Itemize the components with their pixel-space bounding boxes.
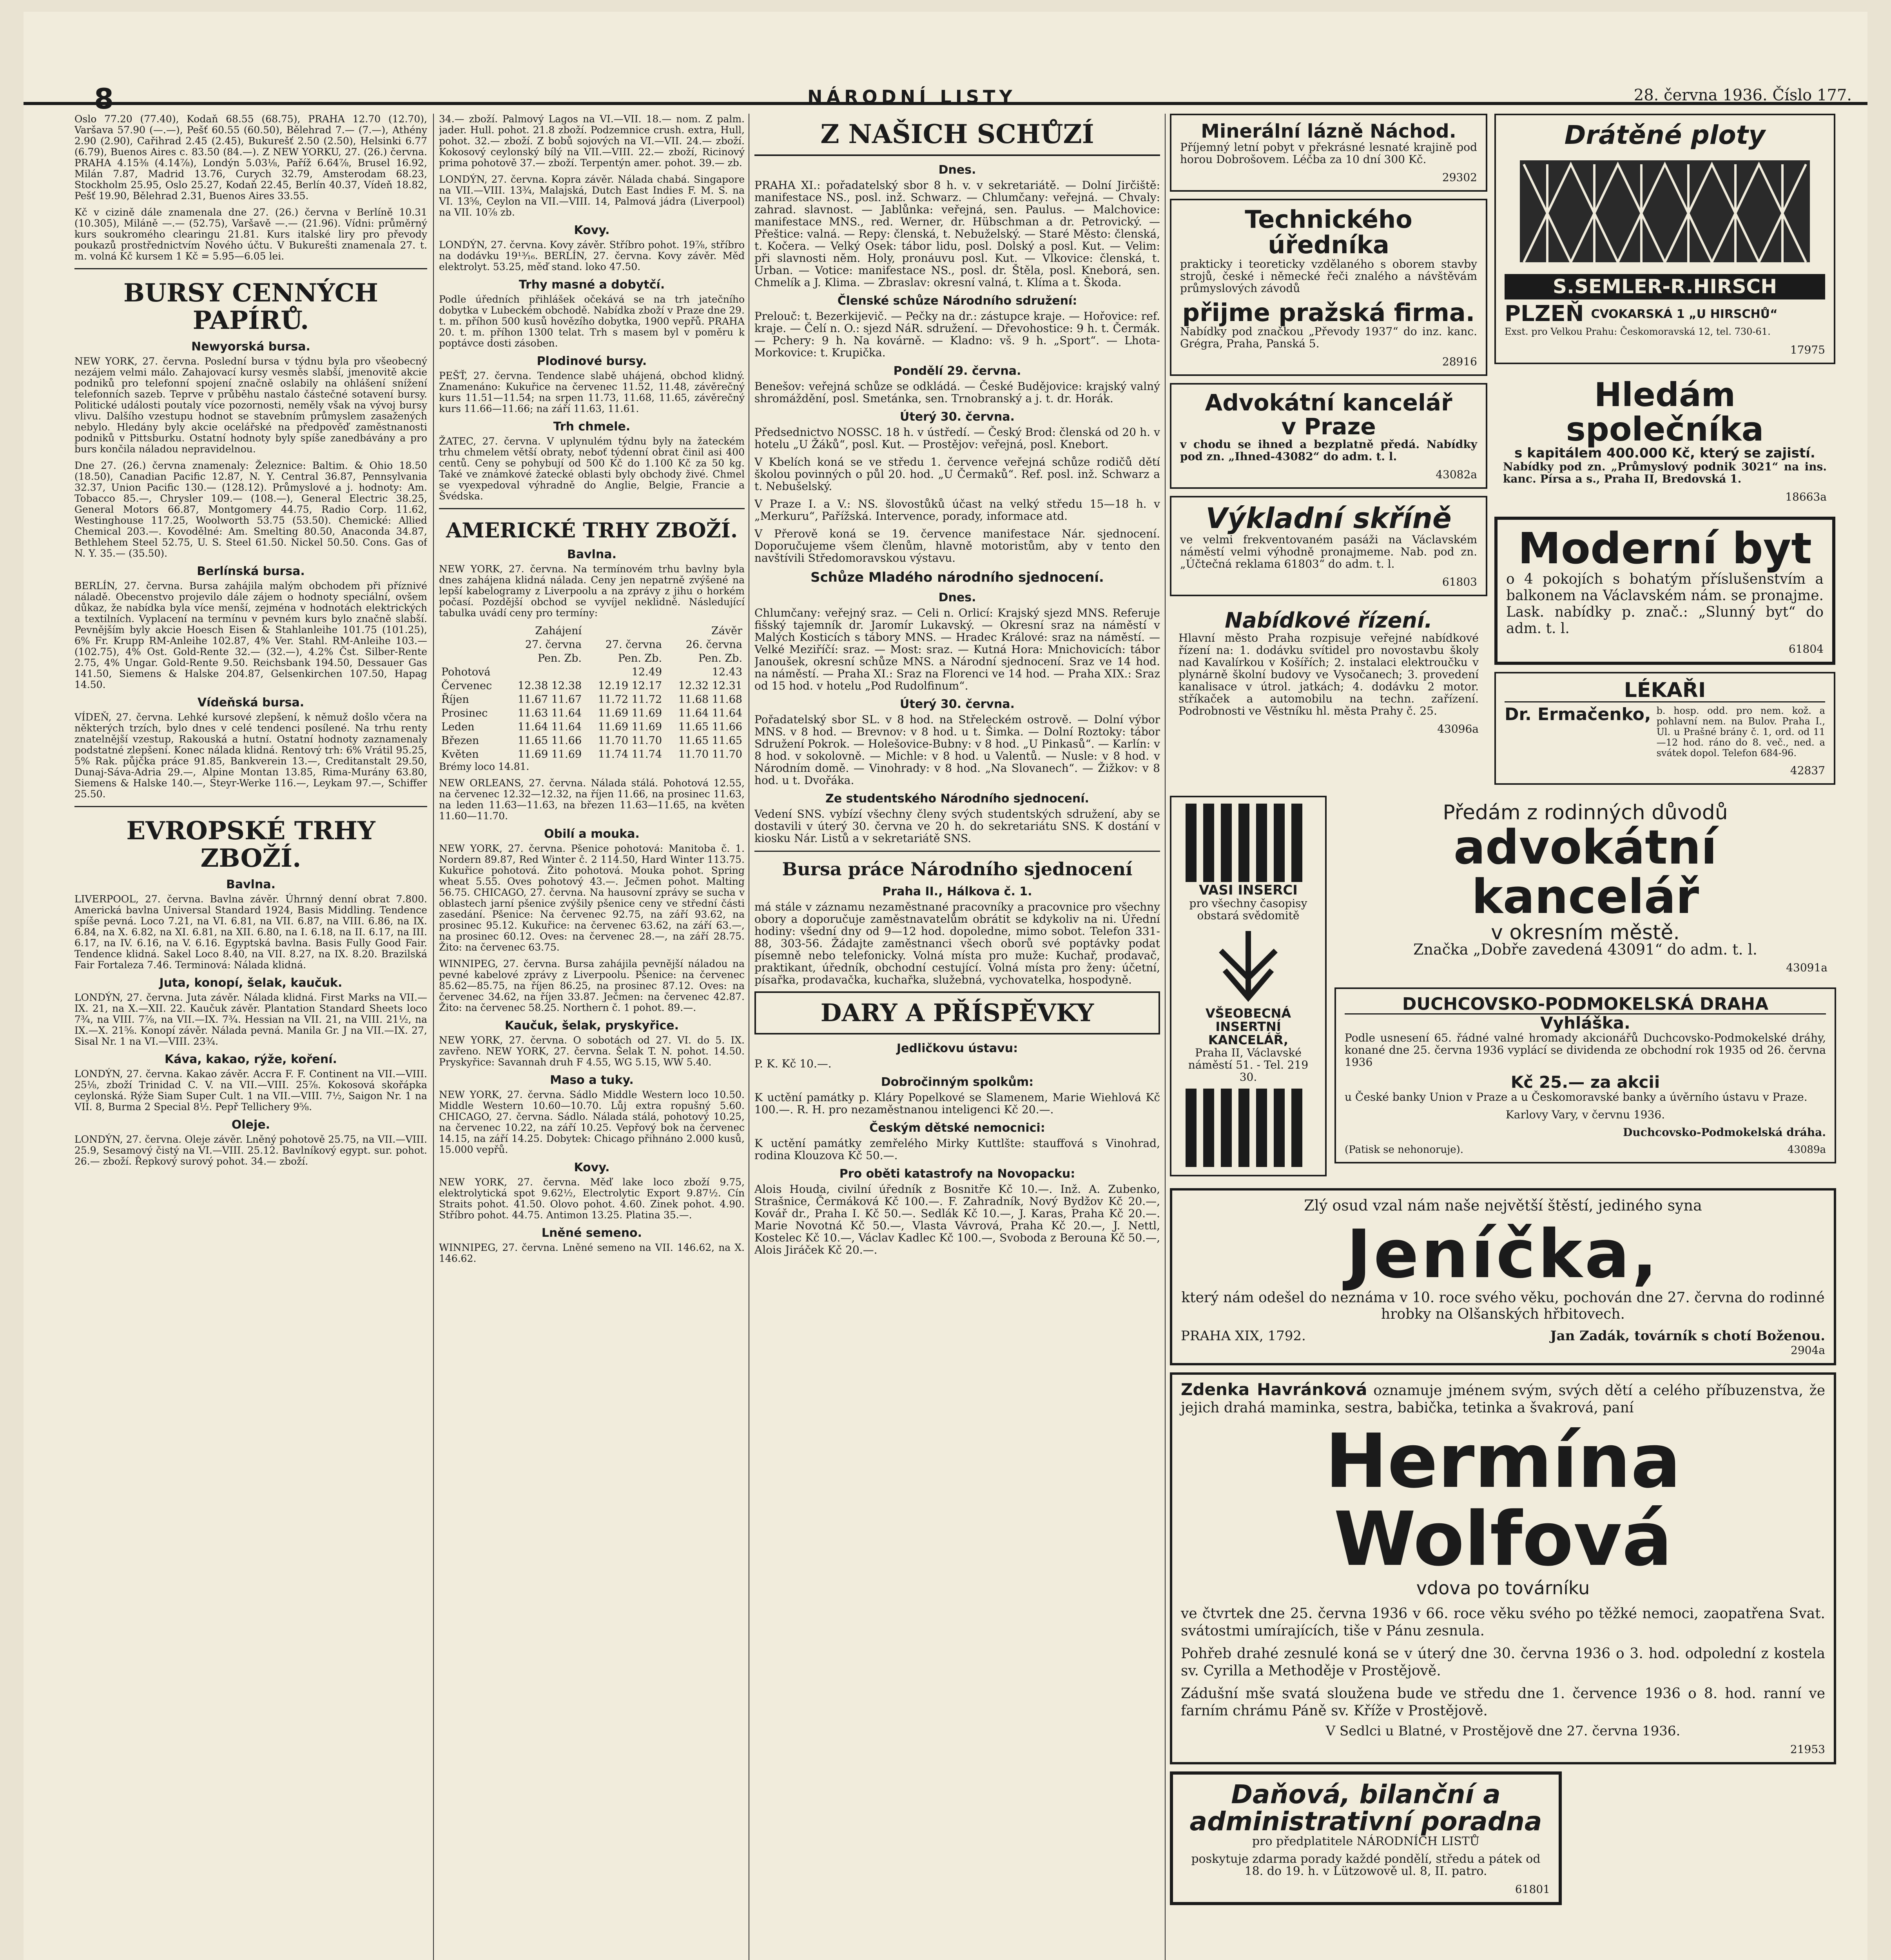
ad-signature: Duchcovsko-Podmokelská dráha. bbox=[1623, 1126, 1826, 1139]
table-header-row bbox=[439, 652, 745, 665]
ad-tax-advisory bbox=[1170, 1771, 1562, 1905]
table-cell: 11.65 11.66 bbox=[678, 721, 742, 733]
ads-middle-row bbox=[1170, 796, 1836, 1183]
ad-shop-windows bbox=[1170, 496, 1487, 596]
subheading: Kovy. bbox=[574, 1161, 610, 1174]
cotton-price-table bbox=[439, 624, 745, 761]
ad-title: Předám z rodinných důvodů bbox=[1443, 800, 1728, 824]
table-cell: 11.64 11.64 bbox=[678, 707, 742, 719]
subheading: Trhy masné a dobytčí. bbox=[519, 278, 665, 292]
table-row bbox=[439, 679, 745, 693]
subheading: Kovy. bbox=[574, 223, 610, 237]
ad-section-label: LÉKAŘI bbox=[1505, 680, 1825, 702]
column-divider bbox=[433, 114, 434, 1960]
table-header: Pen. Zb. bbox=[698, 652, 742, 664]
table-cell: 11.70 11.70 bbox=[678, 748, 742, 760]
subheading: Úterý 30. června. bbox=[900, 410, 1015, 424]
article-text: Alois Houda, civilní úředník z Bosnitře Kč 10.—. Inž. A. Zubenko, Strašnice, Čermáková Kč 100.—. F. Zahradník, Nový Bydžov Kč 20.—, Kovář dr., Praha I. Kč 50.—. Sedlák Kč 10.—, J. Karas, Praha Kč 20.—. Marie Novotná Kč 50.—, Vlasta Vávrová, Praha Kč 20.—, J. Nettl, Kostelec Kč 10.—, Václav Kadlec Kč 100.—, Svoboda z Berouna Kč 50.—, Alois Jiráček Kč 20.—. bbox=[754, 1183, 1160, 1256]
ad-title: Drátěné ploty bbox=[1564, 120, 1766, 150]
subheading: Lněné semeno. bbox=[541, 1226, 642, 1240]
ad-subtitle: v okresním městě. bbox=[1491, 921, 1680, 945]
ad-text: prakticky i teoreticky vzdělaného s oborem stavby strojů, české i německé řeči znalého a návštěvám průmyslových závodů bbox=[1180, 257, 1477, 295]
subheading: Bavlna. bbox=[567, 548, 616, 561]
ad-wire-fences bbox=[1494, 114, 1835, 364]
table-header: 27. června bbox=[525, 639, 582, 651]
table-header-row bbox=[439, 624, 745, 638]
row-label: Pohotová bbox=[441, 666, 491, 678]
obituary-lead-text: oznamuje jménem svým, svých dětí a celého příbuzenstva, že jejich drahá maminka, sestra, babička, tetinka a švakrová, paní bbox=[1181, 1382, 1825, 1416]
subheading: Obilí a mouka. bbox=[544, 827, 640, 841]
subheading: Vídeňská bursa. bbox=[197, 696, 305, 710]
article-text: LONDÝN, 27. června. Oleje závěr. Lněný pohotově 25.75, na VII.—VIII. 25.9, Sesamový čistý na VI.—VIII. 25.12. Bavlníkový egypt. sur. pohot. 26.— zboží. Řepkový surový pohot. 34.— zboží. bbox=[74, 1134, 427, 1167]
row-label: Březen bbox=[441, 735, 479, 747]
dateline: 28. června 1936. Číslo 177. bbox=[1634, 86, 1852, 104]
obituary-announcer: Zdenka Havránková bbox=[1181, 1379, 1367, 1399]
subheading: Newyorská bursa. bbox=[191, 340, 310, 354]
article-text: PRAHA XI.: pořadatelský sbor 8 h. v. v sekretariátě. — Dolní Jirčiště: manifestace NS., posl. inž. Schwarz. — Chlumčany: veřejná. — Chvaly: zahrad. slavnost. — Jablůnka: veřejná, sen. Paulus. — Malchovice: manifestace MNS., red. Werner, dr. Hübschman a dr. Petrovický. — Přeštice: valná. — Repy: členská, t. Nebuželský. — Staré Město: členská, t. Kočera. — Velký Osek: tábor lidu, posl. Dolský a posl. Kut. — Velim: při slavnosti něm. Holy, pronáuvu posl. Kut. — Vlkovice: členská, t. Urban. — Votice: manifestace NS., posl. dr. Štěla, posl. Kneborá, sen. Chmelík a J. Klima. — Zbraslav: okresní valná, t. Klíma a t. Škoda. bbox=[754, 179, 1160, 289]
ad-text: v chodu se ihned a bezplatně předá. Nabídky pod zn. „Ihned-43082“ do adm. t. l. bbox=[1180, 438, 1477, 463]
table-row bbox=[439, 665, 745, 679]
ad-text: ve velmi frekventovaném pasáži na Václavském náměstí velmi výhodně pronajmeme. Nab. pod zn. „Účtečná reklama 61803“ do adm. t. l. bbox=[1180, 533, 1477, 571]
article-text: ŽATEC, 27. června. V uplynulém týdnu byly na žateckém trhu chmelem větší obraty, neboť týdenní obrat činil asi 400 centů. Ceny se pohybují od 500 Kč do 1.100 Kč za 50 kg. Také ve známkové žatecké oblasti byly obchody živé. Chmel se vyexpedoval výhradně do Anglie, Belgie, Francie a Švédska. bbox=[439, 436, 745, 502]
ad-subtitle: s kapitálem 400.000 Kč, který se zajistí. bbox=[1514, 445, 1815, 461]
ad-firm-name: VŠEOBECNÁ INSERTNÍ KANCELÁŘ, bbox=[1205, 1006, 1291, 1047]
table-cell: 12.19 12.17 bbox=[598, 680, 662, 692]
article-text: Vedení SNS. vybízí všechny členy svých studentských sdružení, aby se dostavili v úterý 30. června ve 20 h. do sekretariátu SNS. K dostání v kiosku Nár. Listů a v sekretariátě SNS. bbox=[754, 808, 1160, 845]
ad-city: PLZEŇ bbox=[1505, 301, 1584, 327]
article-text: NEW ORLEANS, 27. června. Nálada stálá. Pohotová 12.55, na červenec 12.32—12.32, na říjen 11.66, na prosinec 11.63, na leden 11.63—11.63, na březen 11.63—11.65, na květen 11.60—11.70. bbox=[439, 777, 745, 822]
ad-text: Značka „Dobře zavedená 43091“ do adm. t. l. bbox=[1413, 940, 1757, 958]
table-header: Závěr bbox=[711, 625, 742, 637]
ad-title: Daňová, bilanční a administrativní poradna bbox=[1189, 1779, 1542, 1837]
section-heading bbox=[74, 279, 427, 334]
obituary-lead: Zlý osud vzal nám naše největší štěstí, jediného syna bbox=[1304, 1197, 1702, 1214]
ad-street: CVOKARSKÁ 1 „U HIRSCHŮ“ bbox=[1591, 307, 1778, 321]
ads-left-stack bbox=[1170, 114, 1487, 792]
subheading: Káva, kakao, rýže, koření. bbox=[165, 1053, 337, 1066]
ad-title: DUCHCOVSKO-PODMOKELSKÁ DRAHA bbox=[1345, 995, 1826, 1014]
subheading: Pro oběti katastrofy na Novopacku: bbox=[839, 1167, 1075, 1181]
ad-code: 42837 bbox=[1790, 764, 1825, 777]
table-cell: 11.65 11.66 bbox=[517, 735, 582, 747]
fx-rates-abroad: Kč v cizině dále znamenala dne 27. (26.) června v Berlíně 10.31 (10.305), Miláně —.— (52.75), Varšavě —.— (21.96). Vídni: průměrný kurs soukromého clearingu 21.81. Kurs italské liry pro převody poukazů prostřednictvím Nového účtu. V Bukurešti znamenala 27. t. m. volná Kč kursem 1 Kč = 5.95—6.05 lei. bbox=[74, 207, 427, 262]
ad-code: 43082a bbox=[1436, 468, 1477, 481]
ad-amount: Kč 25.— za akcii bbox=[1510, 1073, 1660, 1092]
article-text: LONDÝN, 27. června. Kovy závěr. Stříbro pohot. 19⅞, stříbro na dodávku 19¹³⁄₁₆. BERLÍN, 27. června. Kovy závěr. Měď elektrolyt. 53.25, měď stand. loko 47.50. bbox=[439, 239, 745, 272]
table-header: Pen. Zb. bbox=[618, 652, 662, 664]
row-label: Prosinec bbox=[441, 707, 488, 719]
subheading: Trh chmele. bbox=[553, 420, 631, 434]
ad-title: Technického úředníka bbox=[1245, 205, 1412, 260]
ad-code: 43089a bbox=[1787, 1144, 1826, 1156]
ad-modern-flat bbox=[1494, 517, 1835, 665]
article-text: NEW YORK, 27. června. Poslední bursa v týdnu byla pro všeobecný nezájem velmi málo. Zahajovací kursy vesměs slabší, jmenovitě akcie podniků pro telefonní spojení značně oslabily na ohlášení snížení telefonních sazeb. Teprve v průběhu nastalo částečné sotavení bursy. Politické události poutaly více pozornosti, neměly však na vývoj bursy vlivu. Dalšího vzestupu hodnot se stavebním průmyslem zasažených nebylo. Hledány byly akcie ocelářské na předpověď zaměstnanosti podniků v Pittsburku. Ostatní hodnoty byly spíše zanedbávány a pro burs končila náladou nepravidelnou. bbox=[74, 356, 427, 455]
section-heading bbox=[754, 859, 1160, 879]
ad-code: 17975 bbox=[1790, 343, 1825, 356]
ad-title: Hledám společníka bbox=[1566, 375, 1764, 448]
article-text: má stále v záznamu nezaměstnané pracovníky a pracovnice pro všechny obory a doporučuje zaměstnavatelům obrátit se kdykoliv na ni. Úřední hodiny: všední dny od 9—12 hod. dopoledne, mimo sobot. Telefon 331-88, 303-56. Žádajte zaměstnanci všech oborů své poptávky podat písemně nebo telefonicky. Volná místa pro muže: Kuchař, prodavač, praktikant, úředník, obchodní cestující. Volná místa pro ženy: účetní, písařka, prodavačka, kuchařka, služebná, vychovatelka, hospodyně. bbox=[754, 900, 1160, 986]
table-cell: 12.32 12.31 bbox=[678, 680, 742, 692]
subheading: Praha II., Hálkova č. 1. bbox=[882, 885, 1032, 898]
obituary-text: který nám odešel do neznáma v 10. roce svého věku, pochován dne 27. června do rodinné hrobky na Olšanských hřbitovech. bbox=[1181, 1289, 1825, 1322]
ad-text: b. hosp. odd. pro nem. kož. a pohlavní nem. na Bulov. Praha I., Ul. u Prašné brány č. 1, ord. od 11—12 hod. ráno do 8. več., ned. a svátek dopol. Telefon 684-96. bbox=[1656, 705, 1825, 759]
heading-text: EVROPSKÉ TRHY ZBOŽÍ. bbox=[126, 816, 375, 873]
section-heading bbox=[754, 991, 1160, 1034]
article-text: WINNIPEG, 27. června. Bursa zahájila pevnější náladou na pevné kabelové zprávy z Liverpoolu. Pšenice: na červenec 85.62—85.75, na říjen 86.25, na prosinec 87.12. Oves: na červenec 34.62, na říjen 33.87. Ječmen: na červenec 42.87. Žito: na červenec 58.25. Northern č. 1 pohot. 89.—. bbox=[439, 958, 745, 1013]
table-header: 27. června bbox=[605, 639, 662, 651]
ad-railway-notice bbox=[1334, 987, 1836, 1163]
article-text: NEW YORK, 27. června. O sobotách od 27. VI. do 5. IX. zavřeno. NEW YORK, 27. června. Šelak T. N. pohot. 14.50. Pryskyřice: Savannah druh F 4.55, WG 5.15, WW 5.40. bbox=[439, 1034, 745, 1068]
article-text: Benešov: veřejná schůze se odkládá. — České Budějovice: krajský valný shromáždění, posl. Smetánka, sen. Trnobranský a j. t. dr. Horák. bbox=[754, 380, 1160, 405]
ad-address-row bbox=[1505, 303, 1825, 326]
ad-place: Karlovy Vary, v červnu 1936. bbox=[1505, 1108, 1665, 1122]
row-label: Říjen bbox=[441, 693, 469, 706]
ad-subtitle: Vyhláška. bbox=[1540, 1013, 1630, 1033]
heading-text: Bursa práce Národního sjednocení bbox=[782, 858, 1133, 880]
article-text: Předsednictvo NOSSC. 18 h. v ústředí. — Český Brod: členská od 20 h. v hotelu „U Žáků“, posl. Kut. — Prostějov: veřejná, posl. Knebort. bbox=[754, 426, 1160, 451]
page-header bbox=[24, 67, 1867, 115]
subheading: Úterý 30. června. bbox=[900, 697, 1015, 711]
heading-text: BURSY CENNÝCH PAPÍRŮ. bbox=[123, 278, 378, 335]
article-text: V Praze I. a V.: NS. šlovostůků účast na velký středu 15—18 h. v „Merkuru“, Pařížská. Intervence, porady, informace atd. bbox=[754, 497, 1160, 523]
subheading: Plodinové bursy. bbox=[537, 354, 647, 368]
section-heading bbox=[74, 817, 427, 872]
ad-code: 18663a bbox=[1785, 490, 1827, 503]
column-exchange bbox=[74, 114, 427, 1960]
article-text: NEW YORK, 27. června. Sádlo Middle Western loco 10.50. Middle Western 10.60—10.70. Lůj extra ropušný 5.60. CHICAGO, 27. června. Sádlo. Nálada stálá, pohotový 10.25, na červenec 10.22, na září 10.25. Vepřový bok na červenec 14.15, na září 14.25. Dobytek: Chicago přihnáno 2.000 kusů, 15.000 vepřů. bbox=[439, 1089, 745, 1155]
article-text: LONDÝN, 27. června. Juta závěr. Nálada klidná. First Marks na VII.—IX. 21, na X.—XII. 22. Kaučuk závěr. Plantation Standard Sheets loco 7¾, na VIII. 7⅞, na VII.—IX. 7¾. Hessian na VII. 21, na VIII. 21½, na IX.—X. 21⅝. Konopí závěr. Nálada pevná. Manila Gr. J na VII.—IX. 27, Sisal Nr. 1 na VI.—VIII. 23¾. bbox=[74, 992, 427, 1047]
article-text: LONDÝN, 27. června. Kopra závěr. Nálada chabá. Singapore na VII.—VIII. 13¾, Malajská, Dutch East Indies F. M. S. na VI. 13⅝, Ceylon na VII.—VIII. 14, Palmová jádra (Liverpool) na VII. 10⅞ zb. bbox=[439, 174, 745, 218]
ad-text: pro všechny časopisy obstará svědomitě bbox=[1189, 897, 1307, 922]
table-row bbox=[439, 706, 745, 720]
obituary-text: ve čtvrtek dne 25. června 1936 v 66. roce věku svého po těžké nemoci, zaopatřena Svat. svátostmi umírajících, tiše v Pánu zesnula. bbox=[1181, 1606, 1825, 1639]
table-cell: 11.64 11.64 bbox=[517, 721, 582, 733]
ad-title: VASI INSERCI bbox=[1199, 882, 1298, 898]
ad-text: Příjemný letní pobyt v překrásné lesnaté krajině pod horou Dobrošovem. Léčba za 10 dní 300 Kč. bbox=[1180, 141, 1477, 166]
article-text: K uctění památky zemřelého Mirky Kuttlšte: stauffová s Vinohrad, rodina Klouzova Kč 50.—. bbox=[754, 1137, 1160, 1162]
subheading: Oleje. bbox=[231, 1118, 270, 1132]
ad-text: Nabídky pod zn. „Průmyslový podnik 3021“ na ins. kanc. Pírsa a s., Praha II, Bredovská 1. bbox=[1503, 460, 1827, 485]
table-cell: 11.63 11.64 bbox=[517, 707, 582, 719]
ad-law-office-transfer bbox=[1334, 796, 1836, 980]
doctor-listing bbox=[1505, 706, 1825, 764]
column-divider bbox=[1165, 114, 1166, 1960]
table-cell: 12.43 bbox=[712, 666, 742, 678]
ad-text: u České banky Union v Praze a u Českomoravské banky a úvěrního ústavu v Praze. bbox=[1345, 1091, 1808, 1104]
ad-firm-name: S.SEMLER-R.HIRSCH bbox=[1505, 274, 1825, 299]
subheading: Dnes. bbox=[938, 591, 976, 604]
subheading: Českým dětské nemocnici: bbox=[869, 1121, 1045, 1135]
table-row bbox=[439, 748, 745, 761]
ad-title: v Praze bbox=[1281, 413, 1376, 440]
ad-footer-row bbox=[1345, 1144, 1826, 1156]
article-text: WINNIPEG, 27. června. Lněné semeno na VII. 146.62, na X. 146.62. bbox=[439, 1242, 745, 1264]
table-cell: 11.68 11.68 bbox=[678, 693, 742, 706]
ads-middle-right bbox=[1334, 796, 1836, 1183]
table-row bbox=[439, 693, 745, 706]
obituary-jenicek bbox=[1170, 1188, 1836, 1365]
stripes-graphic bbox=[1182, 804, 1315, 882]
ad-text: poskytuje zdarma porady každé pondělí, středu a pátek od 18. do 19. h. v Lützowově ul. 8, II. patro. bbox=[1191, 1852, 1541, 1878]
article-text: NEW YORK, 27. června. Na termínovém trhu bavlny byla dnes zahájena klidná nálada. Ceny jen nepatrně zvýšené na lepší kabelogramy z Liverpoolu a na zprávy z jihu o horkém počasí. Pozdější obchod se vyvíjel neklidně. Následující tabulka uvádí ceny pro termíny: bbox=[439, 563, 745, 619]
article-text: K uctění památky p. Kláry Popelkové se Slamenem, Marie Wiehlová Kč 100.—. R. H. pro nezaměstnanou inteligenci Kč 20.—. bbox=[754, 1091, 1160, 1116]
masthead: NÁRODNÍ LISTY bbox=[807, 86, 1016, 107]
ad-title: Nabídkové řízení. bbox=[1225, 608, 1432, 633]
ad-title: Minerální lázně Náchod. bbox=[1201, 120, 1456, 142]
obituary-name: Jeníčka, bbox=[1346, 1216, 1660, 1294]
subheading: Bavlna. bbox=[226, 878, 276, 891]
obituary-text: Pohřeb drahé zesnulé koná se v úterý dne 30. června 1936 o 3. hod. odpolední z kostela sv. Cyrilla a Methoděje v Prostějově. bbox=[1181, 1646, 1825, 1679]
column-commodities bbox=[439, 114, 745, 1960]
table-header-row bbox=[439, 638, 745, 652]
table-row bbox=[439, 720, 745, 734]
ad-code: 61804 bbox=[1788, 642, 1824, 656]
subheading: Jedličkovu ústavu: bbox=[896, 1042, 1018, 1055]
obituary-place: V Sedlci u Blatné, v Prostějově dne 27. června 1936. bbox=[1325, 1723, 1681, 1739]
article-text: V Přerově koná se 19. července manifestace Nár. sjednocení. Doporučujeme všem členům, hlavně motoristům, aby v tento den navštívili Středomoravskou výstavu. bbox=[754, 527, 1160, 564]
doctor-name: Dr. Ermačenko, bbox=[1505, 704, 1651, 724]
ad-code: 43096a bbox=[1437, 722, 1479, 735]
ad-code: 28916 bbox=[1442, 355, 1477, 368]
ads-right-stack bbox=[1494, 114, 1835, 792]
ad-text: o 4 pokojích s bohatým příslušenstvím a balkonem na Václavském nám. se pronajme. Lask. nabídky p. znač.: „Slunný byt“ do adm. t. l. bbox=[1506, 571, 1824, 637]
page-number: 8 bbox=[94, 82, 114, 115]
article-text: LIVERPOOL, 27. června. Bavlna závěr. Úhrnný denní obrat 7.800. Americká bavlna Universal Standard 1924, Basis Middling. Tendence spíše pevná. Loco 7.21, na VI. 6.81, na VII. 6.87, na VIII. 6.86, na IX. 6.84, na X. 6.82, na XI. 6.81, na XII. 6.80, na I. 6.18, na II. 6.17, na III. 6.17, na IV. 6.16, na V. 6.16. Egyptská bavlna. Basis Fully Good Fair. Tendence klidná. Sakel Loco 8.40, na VII. 8.27, na IX. 8.20. Brazilská Fair Fortaleza 7.46. Terminová: Nálada klidná. bbox=[74, 893, 427, 971]
divider-rule bbox=[439, 508, 745, 509]
ad-partner-wanted bbox=[1494, 371, 1835, 510]
divider-rule bbox=[74, 268, 427, 269]
obituary-place: PRAHA XIX, 1792. bbox=[1181, 1328, 1306, 1344]
article-text: 34.— zboží. Palmový Lagos na VI.—VII. 18.— nom. Z palm. jader. Hull. pohot. 21.8 zboží. Podzemnice crush. extra, Hull, pohot. 32.— zboží. Z bobů sojových na VI.—VII. 24.— zboží. Kokosový ceylonský bílý na VII.—VIII. 22.— zboží, Ricinový prima pohotově 37.— zboží. Terpentýn amer. pohot. 39.— zb. bbox=[439, 114, 745, 169]
ad-nachod-spa bbox=[1170, 114, 1487, 192]
table-cell: 11.69 11.69 bbox=[598, 707, 662, 719]
ad-code: 43091a bbox=[1786, 961, 1828, 974]
divider-rule bbox=[754, 851, 1160, 852]
section-heading bbox=[754, 114, 1160, 156]
ad-insertion-agency bbox=[1170, 796, 1327, 1176]
obituary-lead bbox=[1181, 1381, 1825, 1417]
subheading: Maso a tuky. bbox=[550, 1073, 634, 1087]
ad-text: Podle usnesení 65. řádné valné hromady akcionářů Duchcovsko-Podmokelské dráhy, konané dne 25. června 1936 vyplácí se dividenda ze obchodní rok 1935 od 26. června 1936 bbox=[1345, 1031, 1826, 1069]
article-text: V Kbelích koná se ve středu 1. července veřejná schůze rodičů dětí školou povinných o půl 20. hod. „U Čermaků“. Ref. posl. inž. Schwarz a t. Nebušelský. bbox=[754, 456, 1160, 493]
column-meetings bbox=[754, 114, 1160, 1960]
obituary-wolfova bbox=[1170, 1372, 1836, 1764]
ad-code: 2904a bbox=[1791, 1343, 1825, 1357]
ad-text: Exst. pro Velkou Prahu: Českomoravská 12, tel. 730-61. bbox=[1505, 326, 1771, 337]
ad-code: 61801 bbox=[1515, 1882, 1550, 1896]
subheading: Členské schůze Národního sdružení: bbox=[837, 294, 1077, 308]
table-cell: 11.72 11.72 bbox=[598, 693, 662, 706]
subheading: Schůze Mladého národního sjednocení. bbox=[810, 570, 1104, 585]
column-advertisements bbox=[1170, 114, 1836, 1960]
ads-top-row bbox=[1170, 114, 1836, 792]
ad-text: Hlavní město Praha rozpisuje veřejné nabídkové řízení na: 1. dodávku svítidel pro novostavbu školy nad Kavalírkou v Košířích; 2. instalaci elektroučku v plynárně školní budovy ve Vysočanech; 3. provedení kanalisace v útrol. jatkách; 4. dodávku 2 motor. stříkaček a automobilu na techn. zařízení. Podrobnosti ve Věstníku hl. města Prahy č. 25. bbox=[1178, 631, 1479, 717]
subheading: Berlínská bursa. bbox=[197, 564, 305, 578]
subheading: Ze studentského Národního sjednocení. bbox=[825, 792, 1089, 806]
table-header: 26. června bbox=[685, 639, 742, 651]
article-text: Prelouč: t. Bezerkijevič. — Pečky na dr.: zástupce kraje. — Hořovice: ref. kraje. — Čelí n. O.: sjezd NáR. sdružení. — Dřevohostice: 9 h. t. Čermák. — Pchery: 9 h. Na kovárně. — Kladno: vš. 9 h. „Sport“. — Lhota-Morkovice: t. Krupička. bbox=[754, 310, 1160, 359]
heading-text: Z NAŠICH SCHŮZÍ bbox=[820, 119, 1094, 149]
table-cell: 12.38 12.38 bbox=[517, 680, 582, 692]
table-cell: 11.65 11.65 bbox=[678, 735, 742, 747]
article-text: Pořadatelský sbor SL. v 8 hod. na Střeleckém ostrově. — Dolní výbor MNS. v 8 hod. — Brevnov: v 8 hod. u t. Šimka. — Dolní Roztoky: tábor Sdružení Pokrok. — Holešovice-Bubny: v 8 hod. „U Pinkasů“. — Karlín: v 8 hod. v sokolovně. — Michle: v 8 hod. u Valentů. — Nusle: v 8 hod. v Národním domě. — Vinohrady: v 8 hod. „Na Slovanech“. — Žižkov: v 8 hod. u t. Dvořáka. bbox=[754, 713, 1160, 787]
subheading: Kaučuk, šelak, pryskyřice. bbox=[504, 1019, 679, 1033]
row-label: Leden bbox=[441, 721, 475, 733]
ad-technical-clerk bbox=[1170, 199, 1487, 376]
article-text: Chlumčany: veřejný sraz. — Celi n. Orlicí: Krajský sjezd MNS. Referuje fišský tajemník dr. Jaromír Lukavský. — Okresní sraz na náměstí v Malých Kosticích s tábory MNS. — Hradec Králové: sraz na náměstí. — Velké Meziříčí: sraz. — Most: sraz. — Kutná Hora: Mnichovicích: tábor Janoušek, okresní schůze MNS. a Národní sjednocení. Sraz ve 14 hod. na náměstí. — Praha XI.: Sraz na Florenci ve 14 hod. — Praha XIX.: Sraz od 15 hod. v hotelu „Pod Rudolfinum“. bbox=[754, 606, 1160, 692]
table-cell: 12.49 bbox=[631, 666, 662, 678]
table-cell: 11.74 11.74 bbox=[598, 748, 662, 760]
article-text: Dne 27. (26.) června znamenaly: Železnice: Baltim. & Ohio 18.50 (18.50), Canadian Pacific 12.87, N. Y. Central 36.87, Pennsylvania 32.37, Union Pacific 130.— (128.12). Průmyslové a j. hodnoty: Am. Tobacco 85.—, Chrysler 109.— (108.—), General Electric 38.25, General Motors 66.87, Montgomery 44.75, Radio Corp. 11.62, Westinghouse 117.25, Woolworth 53.75 (53.50). Chemické: Allied Chemical 203.—. Kovodělné: Am. Smelting 80.50, Anaconda 34.87, Bethlehem Steel 52.75, U. S. Steel 61.50. Nickel 50.50. Cons. Gas of N. Y. 35.— (35.50). bbox=[74, 460, 427, 559]
table-header: Pen. Zb. bbox=[538, 652, 582, 664]
obituary-name: Hermína Wolfová bbox=[1325, 1417, 1681, 1583]
section-heading bbox=[439, 519, 745, 542]
article-text: NEW YORK, 27. června. Pšenice pohotová: Manitoba č. 1. Nordern 89.87, Red Winter č. 2 114.50, Hard Winter 113.75. Kukuřice pohotová. Žito pohotová. Mouka pohot. Spring wheat 5.55. Oves pohotový 43.—. Ječmen pohot. Malting 56.75. CHICAGO, 27. června. Na hausovní zprávy se sucha v oblastech jarní pšenice zvýšily pšenice ceny ve střední části zasedání. Pšenice: Na červenec 92.75, na září 93.62, na prosinec 95.12. Kukuřice: na červenec 63.62, na září 63.—, na prosinec 60.12. Oves: na červenec 28.—, na září 28.75. Žito: na červenec 63.75. bbox=[439, 843, 745, 953]
article-text: LONDÝN, 27. června. Kakao závěr. Accra F. F. Continent na VII.—VIII. 25⅛, zboží Trinidad C. V. na VII.—VIII. 25⅞. Kokosová skořápka ceylonská. Rýže Siam Super Cult. 1 na VII.—VIII. 7½, Saigon Nr. 1 na VII. 8, Burma 2 Special 8½. Pepř Tellichery 9⅝. bbox=[74, 1068, 427, 1112]
ad-code: 29302 bbox=[1442, 171, 1477, 184]
obituary-text: Zádušní mše svatá sloužena bude ve středu dne 1. července 1936 o 8. hod. ranní ve farním chrámu Páně sv. Kříže v Prostějově. bbox=[1181, 1686, 1825, 1719]
table-cell: 11.70 11.70 bbox=[598, 735, 662, 747]
article-text: BERLÍN, 27. června. Bursa zahájila malým obchodem při příznivé náladě. Obecenstvo projevilo dále zájem o hodnoty speciální, ovšem důkaz, že nabídka byla více menší, zejména v hodnotách elektrických a textilních. Vyplacení na termínu v pevném kurs bylo značně slabší. Pevnějším byly akcie Hoesch Eisen & Stahlanleihe 101.75 (101.25), 6% Fr. Krupp RM-Anleihe 102.87, 4% Ver. Stahl. RM-Anleihe 103.— (102.75), 4% Ost. Gold-Rente 32.— (32.—), 4.2% Čst. Silber-Rente 2.75, 4% Ungar. Gold-Rente 9.50. Reichsbank 194.50, Dessauer Gas 141.50, Siemens & Halske 204.87, Gelsenkirchen 107.50, Hapag 14.50. bbox=[74, 580, 427, 690]
row-label: Květen bbox=[441, 748, 479, 760]
table-row bbox=[439, 734, 745, 748]
subheading: Dnes. bbox=[938, 163, 976, 177]
article-text: VÍDEŇ, 27. června. Lehké kursové zlepšení, k němuž došlo včera na některých trzích, bylo dnes v celé tendenci posílené. Na trhu renty znatelnější vzestup, Rakouská a hutní. Ostatní hodnoty zaznamenaly podstatné zlepšení. Konec nálada klidná. Rentový trh: 6% Vrátil 95.25, 5% Rak. půjčka práce 91.85, Bankverein 13.—, Creditanstalt 29.50, Dunaj-Sáva-Adria 29.—, Alpine Montan 13.85, Rima-Murány 63.80, Siemens & Halske 140.—, Steyr-Werke 116.—, Leykam 97.—, Schiffer 25.50. bbox=[74, 711, 427, 800]
table-cell: 11.67 11.67 bbox=[517, 693, 582, 706]
table-cell: 11.69 11.69 bbox=[517, 748, 582, 760]
ad-code: 61803 bbox=[1442, 575, 1477, 589]
ad-note: (Patisk se nehonoruje). bbox=[1345, 1144, 1464, 1156]
article-text: P. K. Kč 10.—. bbox=[754, 1057, 832, 1070]
article-text: Podle úředních přihlášek očekává se na trh jatečního dobytka v Lubeckém obchodě. Nabídka zboží v Praze dne 29. t. m. příhon 500 kusů hovězího dobytka, 1900 vepřů. PRAHA 20. t. m. příhon 1300 telat. Trh s masem byl v poměru k poptávce dosti zásoben. bbox=[439, 294, 745, 349]
ad-law-office bbox=[1170, 383, 1487, 489]
article-text: Brémy loco 14.81. bbox=[439, 761, 529, 772]
subheading: Juta, konopí, šelak, kaučuk. bbox=[159, 976, 343, 990]
ad-title: přijme pražská firma. bbox=[1182, 298, 1475, 327]
subheading: Pondělí 29. června. bbox=[893, 364, 1021, 378]
ad-code: 21953 bbox=[1790, 1743, 1825, 1756]
obituary-subtitle: vdova po továrníku bbox=[1416, 1577, 1590, 1599]
ad-text: Nabídky pod značkou „Převody 1937“ do inz. kanc. Grégra, Praha, Panská 5. bbox=[1180, 325, 1477, 350]
article-text: PEŠŤ, 27. června. Tendence slabě uhájená, obchod klidný. Znamenáno: Kukuřice na červenec 11.52, 11.48, závěrečný kurs 11.51—11.54; na srpen 11.73, 11.68, 11.65, závěrečný kurs 11.66—11.66; na září 11.63, 11.61. bbox=[439, 370, 745, 414]
ad-doctors bbox=[1494, 672, 1835, 785]
article-text: NEW YORK, 27. června. Měď lake loco zboží 9.75, elektrolytická spot 9.62½, Electrolytic Export 9.87½. Cín Straits pohot. 41.50. Olovo pohot. 4.60. Zinek pohot. 4.90. Stříbro pohot. 44.75. Antimon 13.25. Platina 35.—. bbox=[439, 1176, 745, 1221]
row-label: Červenec bbox=[441, 680, 492, 692]
ad-title: Moderní byt bbox=[1518, 523, 1812, 573]
divider-rule bbox=[74, 806, 427, 807]
obituary-signature: Jan Zadák, továrník s chotí Boženou. bbox=[1550, 1328, 1825, 1344]
ad-title: Advokátní kancelář bbox=[1205, 389, 1452, 416]
obituary-footer bbox=[1181, 1328, 1825, 1344]
ad-text: Praha II, Václavské náměstí 51. - Tel. 219 30. bbox=[1188, 1046, 1309, 1084]
table-cell bbox=[504, 665, 584, 679]
subheading: Dobročinným spolkům: bbox=[881, 1075, 1034, 1089]
heading-text: AMERICKÉ TRHY ZBOŽÍ. bbox=[446, 519, 738, 543]
table-body bbox=[439, 665, 745, 761]
fx-rates: Oslo 77.20 (77.40), Kodaň 68.55 (68.75), PRAHA 12.70 (12.70), Varšava 57.90 (—.—), Pešť 60.55 (60.50), Bělehrad 7.— (7.—), Athény 2.90 (2.90), Cařihrad 2.45 (2.45), Bukurešť 2.50 (2.50), Helsinki 6.77 (6.79), Buenos Aires c. 83.50 (84.—). Z NEW YORKU, 27. (26.) června. PRAHA 4.15⅜ (4.14⅞), Londýn 5.03⅛, Paříž 6.64⅞, Brusel 16.92, Milán 7.87, Madrid 13.76, Curych 32.79, Amsterodam 68.23, Stockholm 25.95, Oslo 25.27, Kodaň 22.45, Berlín 40.37, Vídeň 18.82, Pešť 19.90, Bělehrad 2.31, Buenos Aires 33.55. bbox=[74, 114, 427, 201]
heading-text: DARY A PŘÍSPĚVKY bbox=[820, 998, 1094, 1027]
ad-tender bbox=[1170, 603, 1487, 742]
ad-big-title: advokátní kancelář bbox=[1453, 820, 1717, 925]
stripes-graphic bbox=[1182, 1089, 1315, 1167]
table-header: Zahájení bbox=[535, 625, 582, 637]
ad-title: Výkladní skříně bbox=[1206, 502, 1452, 535]
wire-fence-illustration bbox=[1516, 152, 1814, 270]
arrows-down-icon bbox=[1209, 927, 1287, 1005]
ad-text: pro předplatitele NÁRODNÍCH LISTŮ bbox=[1252, 1834, 1480, 1848]
table-cell: 11.69 11.69 bbox=[598, 721, 662, 733]
